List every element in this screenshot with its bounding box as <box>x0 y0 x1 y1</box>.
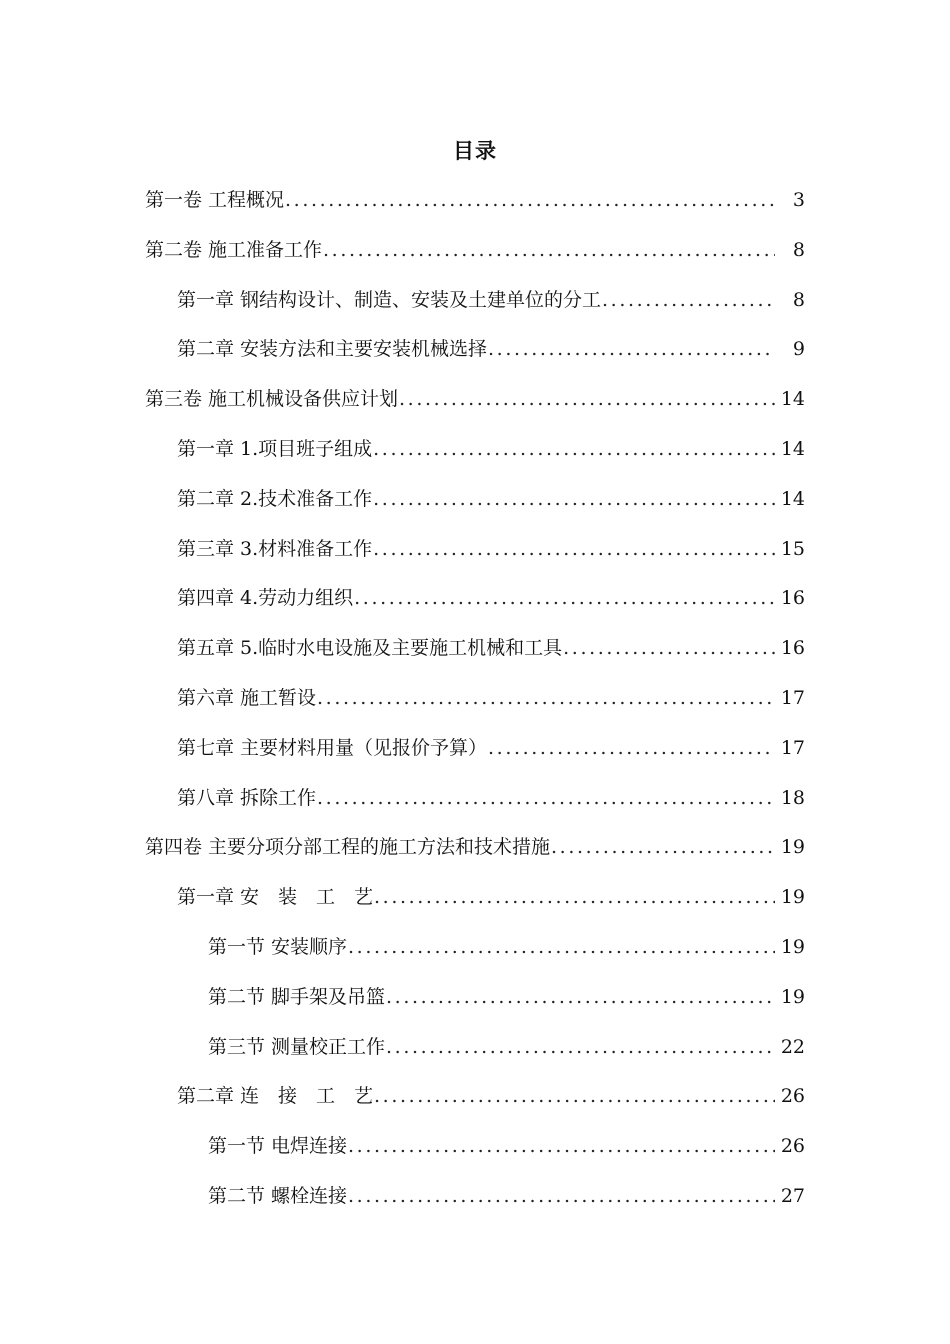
toc-entry-level-2[interactable] <box>0 534 950 584</box>
toc-dot-leader <box>348 1131 775 1161</box>
toc-entry-text: 第二节 螺栓连接 <box>208 1184 348 1207</box>
toc-entry-level-2[interactable] <box>0 285 950 335</box>
toc-entry-text: 第一章 安 装 工 艺 <box>177 886 374 909</box>
toc-page-number: 19 <box>780 985 805 1008</box>
toc-page-number: 14 <box>780 388 805 411</box>
toc-dot-leader <box>386 982 775 1012</box>
toc-entry-level-3[interactable] <box>0 1032 950 1082</box>
toc-page-number: 19 <box>780 935 805 958</box>
toc-entry-level-1[interactable] <box>0 185 950 235</box>
toc-page-number: 19 <box>780 836 805 859</box>
toc-page-number: 26 <box>780 1135 805 1158</box>
toc-entry-text: 第二章 安装方法和主要安装机械选择 <box>177 338 488 361</box>
toc-list <box>0 185 950 1231</box>
toc-entry-text: 第二节 脚手架及吊篮 <box>208 985 386 1008</box>
toc-page-number: 27 <box>780 1184 805 1207</box>
toc-title: 目录 <box>453 138 497 163</box>
toc-entry-text: 第一章 1.项目班子组成 <box>177 437 373 460</box>
toc-page-number: 9 <box>792 338 805 361</box>
toc-page-number: 16 <box>780 637 805 660</box>
toc-dot-leader <box>348 932 775 962</box>
toc-entry-text: 第二章 连 接 工 艺 <box>177 1085 374 1108</box>
toc-dot-leader <box>317 783 775 813</box>
toc-entry-level-2[interactable] <box>0 633 950 683</box>
toc-entry-text: 第三卷 施工机械设备供应计划 <box>145 388 399 411</box>
toc-entry-level-2[interactable] <box>0 882 950 932</box>
toc-dot-leader <box>373 434 775 464</box>
toc-entry-text: 第七章 主要材料用量（见报价予算） <box>177 736 488 759</box>
toc-entry-text: 第一章 钢结构设计、制造、安装及土建单位的分工 <box>177 288 602 311</box>
toc-entry-level-2[interactable] <box>0 733 950 783</box>
toc-entry-text: 第八章 拆除工作 <box>177 786 317 809</box>
toc-entry-level-2[interactable] <box>0 583 950 633</box>
toc-entry-text: 第二卷 施工准备工作 <box>145 238 323 261</box>
toc-entry-text: 第一卷 工程概况 <box>145 189 285 211</box>
toc-entry-level-2[interactable] <box>0 683 950 733</box>
toc-entry-text: 第一节 电焊连接 <box>208 1135 348 1158</box>
toc-entry-level-2[interactable] <box>0 434 950 484</box>
toc-dot-leader <box>374 1081 775 1111</box>
toc-entry-text: 第四章 4.劳动力组织 <box>177 587 354 610</box>
toc-dot-leader <box>488 334 775 364</box>
toc-dot-leader <box>488 733 775 763</box>
toc-entry-level-3[interactable] <box>0 982 950 1032</box>
toc-page-number: 22 <box>780 1035 805 1058</box>
toc-entry-level-2[interactable] <box>0 783 950 833</box>
toc-dot-leader <box>602 285 775 315</box>
toc-dot-leader <box>373 484 775 514</box>
toc-dot-leader <box>386 1032 775 1062</box>
toc-page-number: 3 <box>792 189 805 211</box>
toc-dot-leader <box>551 832 775 862</box>
toc-entry-level-3[interactable] <box>0 932 950 982</box>
toc-entry-text: 第二章 2.技术准备工作 <box>177 487 373 510</box>
toc-page-number: 16 <box>780 587 805 610</box>
toc-page-number: 15 <box>780 537 805 560</box>
toc-page-number: 8 <box>792 238 805 261</box>
toc-dot-leader <box>317 683 775 713</box>
toc-page-number: 26 <box>780 1085 805 1108</box>
toc-entry-text: 第六章 施工暂设 <box>177 686 317 709</box>
toc-dot-leader <box>348 1181 775 1211</box>
toc-dot-leader <box>563 633 775 663</box>
toc-entry-text: 第三节 测量校正工作 <box>208 1035 386 1058</box>
toc-page-number: 19 <box>780 886 805 909</box>
toc-entry-level-2[interactable] <box>0 484 950 534</box>
toc-entry-level-3[interactable] <box>0 1181 950 1231</box>
toc-entry-level-1[interactable] <box>0 384 950 434</box>
toc-entry-level-2[interactable] <box>0 334 950 384</box>
toc-page-number: 18 <box>780 786 805 809</box>
toc-dot-leader <box>285 185 775 215</box>
toc-dot-leader <box>399 384 775 414</box>
toc-page-number: 14 <box>780 437 805 460</box>
toc-dot-leader <box>373 534 775 564</box>
toc-entry-level-1[interactable] <box>0 832 950 882</box>
toc-entry-text: 第三章 3.材料准备工作 <box>177 537 373 560</box>
toc-dot-leader <box>354 583 775 613</box>
toc-dot-leader <box>323 235 775 265</box>
toc-page-number: 17 <box>780 686 805 709</box>
toc-entry-level-3[interactable] <box>0 1131 950 1181</box>
toc-page-number: 17 <box>780 736 805 759</box>
toc-entry-level-1[interactable] <box>0 235 950 285</box>
toc-entry-text: 第五章 5.临时水电设施及主要施工机械和工具 <box>177 637 563 660</box>
toc-page-number: 8 <box>792 288 805 311</box>
toc-entry-level-2[interactable] <box>0 1081 950 1131</box>
toc-dot-leader <box>374 882 775 912</box>
toc-entry-text: 第四卷 主要分项分部工程的施工方法和技术措施 <box>145 836 551 859</box>
toc-page-number: 14 <box>780 487 805 510</box>
toc-entry-text: 第一节 安装顺序 <box>208 935 348 958</box>
